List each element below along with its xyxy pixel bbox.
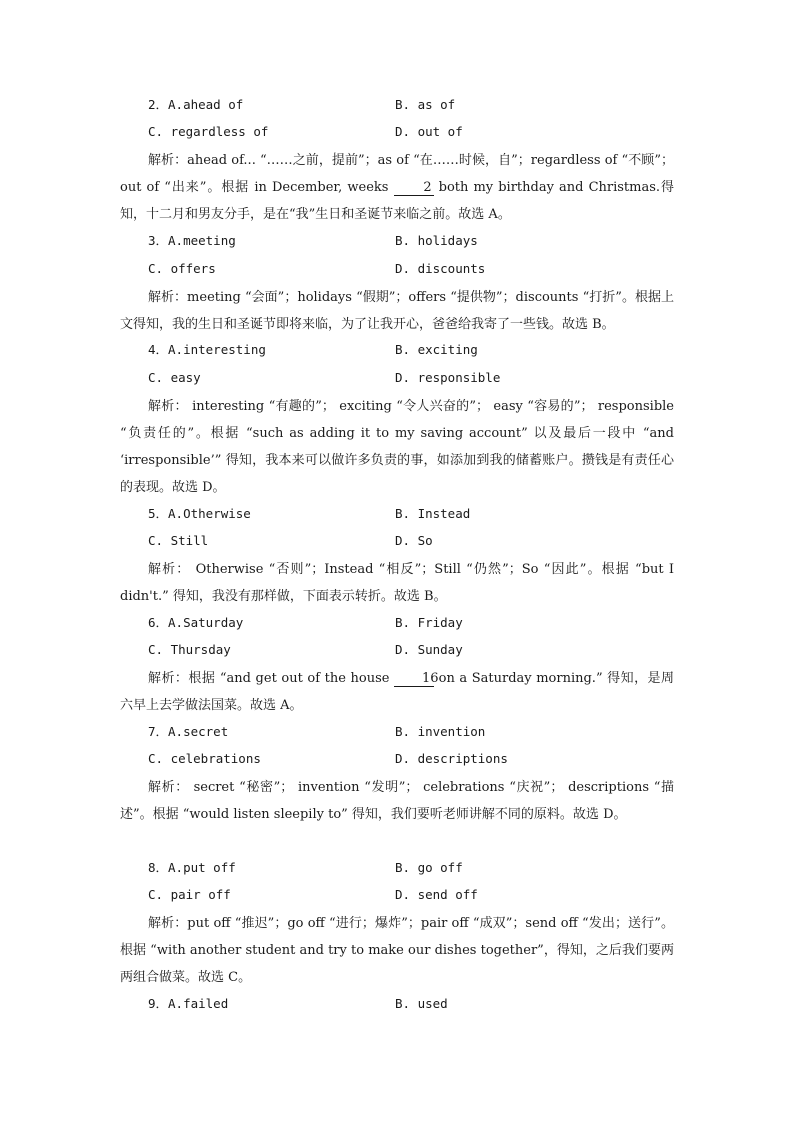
option-a: 3．A.meeting [148,233,236,248]
analysis-paragraph: 解析：put off “推迟”；go off “进行；爆炸”；pair off “成双”；send off “发出；送行”。根据 “with another student and try to make our dishes together”，得知，之后我们要两两组合做菜。故选 C。 [120,916,674,985]
option-a: 8．A.put off [148,860,236,875]
option-row [148,994,688,1014]
option-a: 7．A.secret [148,724,229,739]
option-row [148,368,688,388]
option-d: D. send off [395,887,478,902]
blank-number: 16 [394,672,434,687]
option-b: B. invention [395,724,486,739]
option-c: C. offers [148,261,216,276]
option-row [148,122,688,142]
option-row [148,259,688,279]
option-a: 5．A.Otherwise [148,506,251,521]
option-b: B. as of [395,97,456,112]
option-d: D. descriptions [395,751,508,766]
option-row [148,531,688,551]
option-d: D. Sunday [395,642,463,657]
option-b: B. Friday [395,615,463,630]
option-c: C. easy [148,370,201,385]
analysis-paragraph: 解析： secret “秘密”； invention “发明”； celebrations “庆祝”； descriptions “描述”。根据 “would listen sleepily to” 得知，我们要听老师讲解不同的原料。故选 D。 [120,780,674,822]
option-d: D. out of [395,124,463,139]
option-c: C. Still [148,533,209,548]
option-d: D. discounts [395,261,486,276]
analysis-paragraph: 解析：根据 “and get out of the house 16 on a Saturday morning.” 得知，是周六早上去学做法国菜。故选 A。 [120,671,675,713]
option-a: 2．A.ahead of [148,97,244,112]
option-row [148,504,688,524]
option-d: D. So [395,533,433,548]
option-row [148,340,688,360]
analysis-paragraph: 解析： Otherwise “否则”；Instead “相反”；Still “仍然”；So “因此”。根据 “but I didn't.” 得知，我没有那样做，下面表示转折。故选 B。 [120,562,674,604]
option-b: B. holidays [395,233,478,248]
option-row [148,613,688,633]
option-row [148,858,688,878]
option-row [148,231,688,251]
option-c: C. regardless of [148,124,269,139]
option-row [148,749,688,769]
option-a: 6．A.Saturday [148,615,244,630]
option-row [148,95,688,115]
option-c: C. pair off [148,887,231,902]
option-c: C. celebrations [148,751,261,766]
option-row [148,640,688,660]
option-b: B. exciting [395,342,478,357]
option-b: B. Instead [395,506,471,521]
option-b: B. used [395,996,448,1011]
analysis-paragraph: 解析：ahead of... “……之前，提前”；as of “在……时候，自”；regardless of “不顾”；out of “出来”。根据 in December, weeks 2 both my birthday and Christmas.得知，十二月和男友分手，是在“我”生日和圣诞节来临之前。故选 A。 [120,153,674,222]
option-d: D. responsible [395,370,501,385]
option-c: C. Thursday [148,642,231,657]
option-a: 9．A.failed [148,996,229,1011]
option-b: B. go off [395,860,463,875]
option-row [148,722,688,742]
analysis-paragraph: 解析：meeting “会面”；holidays “假期”；offers “提供物”；discounts “打折”。根据上文得知，我的生日和圣诞节即将来临，为了让我开心，爸爸给我寄了一些钱。故选 B。 [120,290,674,332]
option-row [148,885,688,905]
blank-number: 2 [394,181,434,196]
analysis-paragraph: 解析： interesting “有趣的”； exciting “令人兴奋的”； easy “容易的”； responsible “负责任的”。根据 “such as adding it to my saving account” 以及最后一段中 “and ‘irresponsible’” 得知，我本来可以做许多负责的事，如添加到我的储蓄账户。攒钱是有责任心的表现。故选 D。 [120,399,674,495]
option-a: 4．A.interesting [148,342,266,357]
